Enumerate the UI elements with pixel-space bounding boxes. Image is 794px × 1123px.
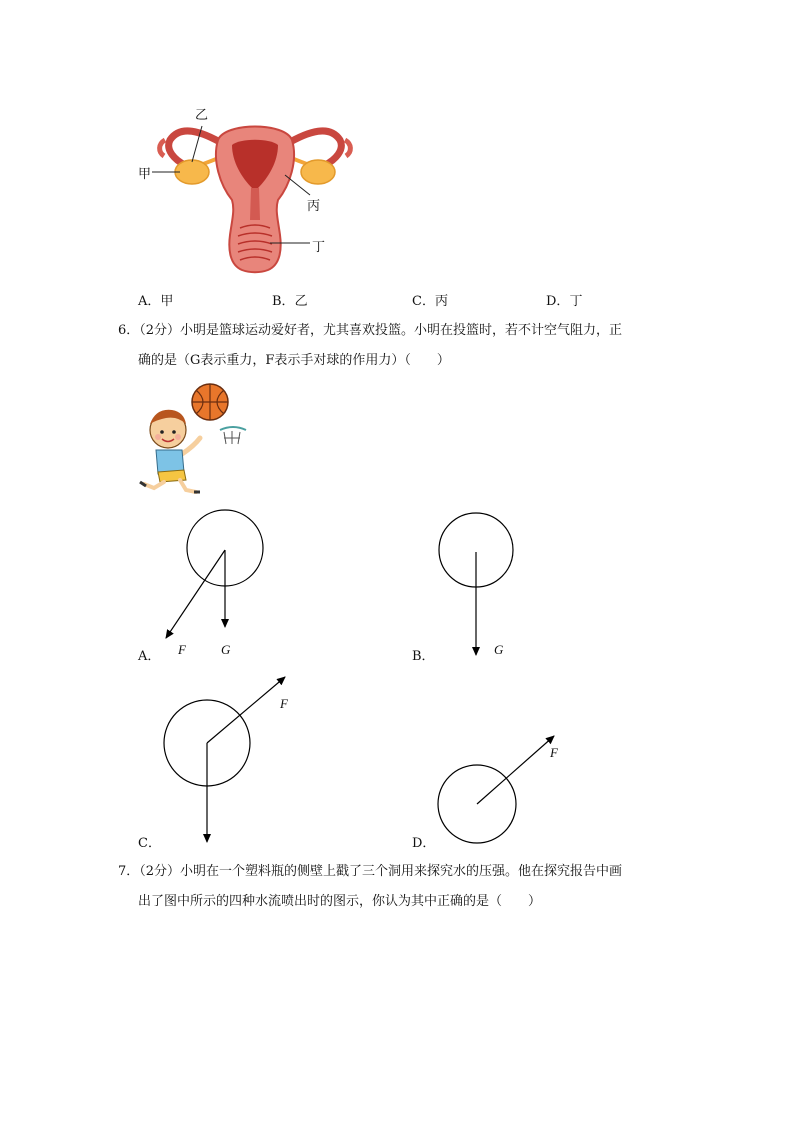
option-text: 乙 (294, 294, 308, 309)
q5-option-d[interactable] (546, 290, 582, 309)
vector-label-g: G (221, 642, 231, 657)
option-letter: A． (138, 294, 161, 309)
q7-stem-line2: 出了图中所示的四种水流喷出时的图示，你认为其中正确的是（ ） (138, 894, 542, 909)
option-d-diagram (438, 736, 554, 843)
option-letter: A． (138, 649, 161, 664)
vector-label-g: G (494, 642, 504, 657)
uterus-diagram (130, 100, 380, 280)
q6-option-b[interactable] (412, 645, 435, 664)
label-bing: 丙 (307, 199, 321, 214)
option-a-diagram (166, 510, 263, 638)
vector-label-f: F (280, 696, 288, 711)
option-letter: B． (272, 294, 295, 309)
vector-label-f: F (550, 745, 558, 760)
option-b-diagram (439, 513, 513, 655)
option-c-diagram (164, 677, 285, 842)
vector-label-f: F (178, 642, 186, 657)
q5-option-b[interactable] (272, 290, 308, 309)
option-letter: C． (412, 294, 435, 309)
option-text: 丁 (569, 294, 583, 309)
option-letter: D． (546, 294, 570, 309)
option-letter: C． (138, 836, 161, 851)
basketball-kid-illustration (138, 380, 258, 496)
label-jia: 甲 (138, 167, 152, 182)
q6-stem-line2: 确的是（G表示重力，F表示手对球的作用力）（ ） (138, 353, 450, 368)
q5-option-c[interactable] (412, 290, 448, 309)
q6-option-d[interactable] (412, 832, 435, 851)
option-text: 甲 (160, 294, 174, 309)
q7-stem-line1: 7．（2分）小明在一个塑料瓶的侧壁上戳了三个洞用来探究水的压强。他在探究报告中画 (118, 864, 623, 879)
q6-force-diagrams (120, 495, 700, 855)
label-yi: 乙 (195, 108, 209, 123)
option-text: 丙 (434, 294, 448, 309)
q6-option-c[interactable] (138, 832, 161, 851)
label-ding: 丁 (312, 240, 326, 255)
q6-option-a[interactable] (138, 645, 160, 664)
q6-stem-line1: 6．（2分）小明是篮球运动爱好者，尤其喜欢投篮。小明在投篮时，若不计空气阻力，正 (118, 323, 623, 338)
option-letter: D． (412, 836, 436, 851)
q5-option-a[interactable] (138, 290, 173, 309)
option-letter: B． (412, 649, 435, 664)
